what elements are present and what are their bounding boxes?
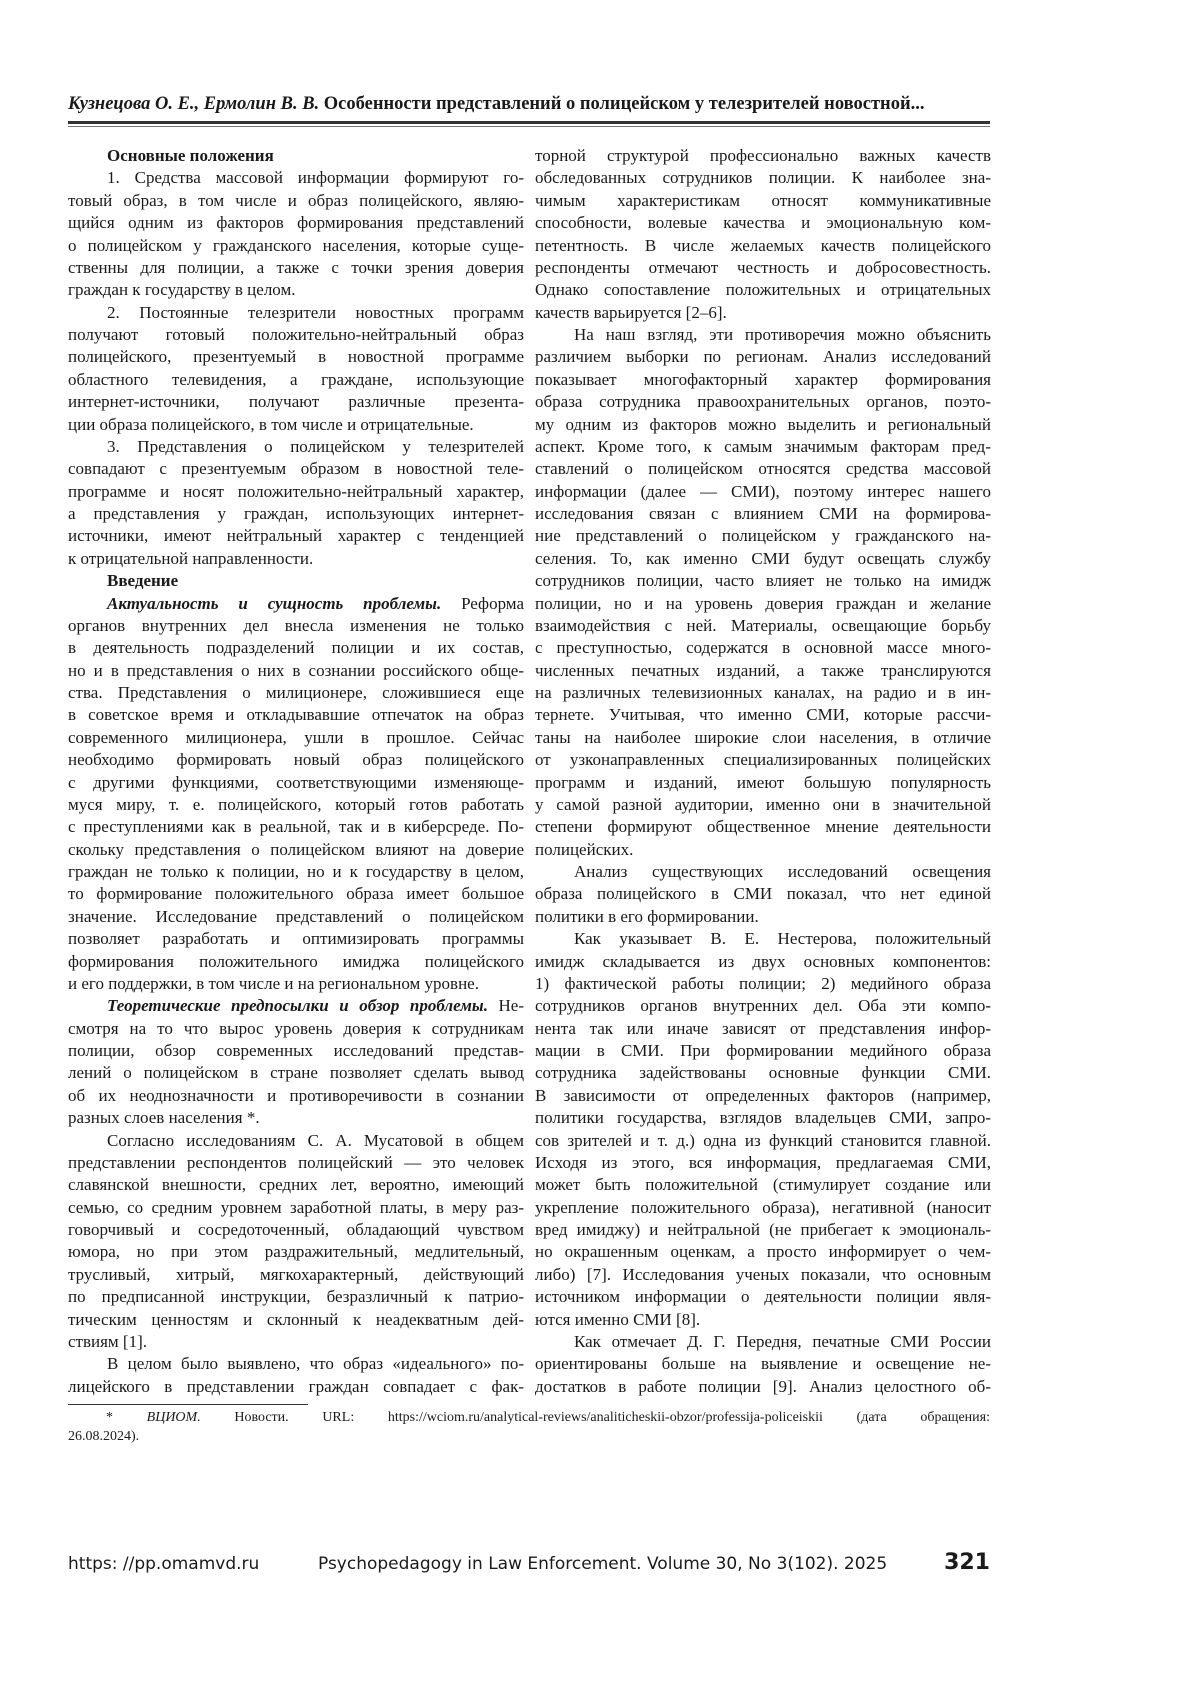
- text-line: [68, 1197, 524, 1219]
- line-text: аспект. Кроме того, к самым значимым факторам пред-: [535, 437, 991, 456]
- line-text: то формирование положительного образа имеет большое: [68, 884, 524, 903]
- line-text: обследованных сотрудников полиции. К наиболее зна-: [535, 168, 991, 187]
- text-line: [68, 257, 524, 279]
- text-line: [535, 548, 991, 570]
- line-text: взаимодействия с ней. Материалы, освещающие борьбу: [535, 616, 991, 635]
- text-line: [68, 1219, 524, 1241]
- header-authors: Кузнецова О. Е., Ермолин В. В.: [68, 94, 319, 114]
- text-line: [535, 1130, 991, 1152]
- text-line: [535, 995, 991, 1017]
- header-title: Особенности представлений о полицейском у телезрителей новостной...: [324, 94, 925, 114]
- left-column: [68, 145, 524, 1398]
- line-text: Однако сопоставление положительных и отрицательных: [535, 280, 991, 299]
- line-text: политики в его формировании.: [535, 907, 759, 926]
- line-text: Анализ существующих исследований освещения: [574, 862, 991, 881]
- line-text: респонденты отмечают честность и добросовестность.: [535, 258, 991, 277]
- page-footer: [68, 1550, 990, 1580]
- line-text: 1. Средства массовой информации формируют го-: [107, 168, 524, 187]
- subsection-heading: Актуальность и сущность проблемы.: [107, 594, 441, 613]
- footer-url[interactable]: https: //pp.omamvd.ru: [68, 1554, 259, 1574]
- text-line: [535, 458, 991, 480]
- line-text: способности, волевые качества и эмоциональную ком-: [535, 213, 991, 232]
- line-text: сотрудников полиции, часто влияет не только на имидж: [535, 571, 991, 590]
- line-text: 2. Постоянные телезрители новостных программ: [107, 303, 524, 322]
- line-text: степени формируют общественное мнение деятельности: [535, 817, 991, 836]
- text-line: [535, 1197, 991, 1219]
- text-line: [68, 1018, 524, 1040]
- line-text: таны на наиболее широкие слои населения, в отличие: [535, 728, 991, 747]
- text-line: [535, 615, 991, 637]
- text-line: [535, 1219, 991, 1241]
- line-text: В целом было выявлено, что образ «идеального» по-: [107, 1354, 524, 1373]
- line-text: товый образ, в том числе и образ полицейского, являю-: [68, 191, 524, 210]
- line-text: сотрудника задействованы основные функции СМИ.: [535, 1063, 991, 1082]
- text-line: [535, 973, 991, 995]
- text-line: [68, 951, 524, 973]
- text-line: [68, 928, 524, 950]
- line-text: 1) фактической работы полиции; 2) медийного образа: [535, 974, 991, 993]
- line-text: и его поддержки, в том числе и на региональном уровне.: [68, 974, 479, 993]
- text-line: [535, 391, 991, 413]
- text-line: [68, 235, 524, 257]
- text-line: [535, 861, 991, 883]
- line-text: лицейского в представлении граждан совпадает с фак-: [68, 1377, 524, 1396]
- text-line: [535, 704, 991, 726]
- text-line: [535, 906, 991, 928]
- header-rule: [68, 121, 990, 124]
- text-line: [68, 503, 524, 525]
- text-line: [68, 279, 524, 301]
- text-line: [68, 861, 524, 883]
- line-text: совпадают с презентуемым образом в новостной теле-: [68, 459, 524, 478]
- line-text: торной структурой профессионально важных качеств: [535, 146, 991, 165]
- text-line: [535, 593, 991, 615]
- line-text: Как указывает В. Е. Нестерова, положительный: [574, 929, 991, 948]
- line-text: граждан к государству в целом.: [68, 280, 296, 299]
- text-line: [535, 414, 991, 436]
- text-line: [68, 816, 524, 838]
- line-text: ции образа полицейского, в том числе и отрицательные.: [68, 415, 474, 434]
- text-line: [535, 1286, 991, 1308]
- line-text: о полицейском у гражданского населения, которые суще-: [68, 236, 524, 255]
- running-header: [68, 94, 990, 115]
- line-text: либо) [7]. Исследования ученых показали, что основным: [535, 1265, 991, 1284]
- text-line: [535, 212, 991, 234]
- text-line: [535, 235, 991, 257]
- text-line: [535, 1174, 991, 1196]
- text-line: [535, 1062, 991, 1084]
- line-text: сотрудников органов внутренних дел. Оба эти компо-: [535, 996, 991, 1015]
- text-line: [535, 436, 991, 458]
- text-line: [68, 525, 524, 547]
- line-text: формирования положительного имиджа полицейского: [68, 952, 524, 971]
- line-text: органов внутренних дел внесла изменения не только: [68, 616, 524, 635]
- text-line: [68, 481, 524, 503]
- text-line: [68, 1286, 524, 1308]
- footnote: [68, 1408, 990, 1446]
- text-line: [535, 1152, 991, 1174]
- text-line: [535, 324, 991, 346]
- text-line: [535, 816, 991, 838]
- line-text: вред имиджу) и нейтральной (не прибегает к эмоциональ-: [535, 1220, 991, 1239]
- line-text: программе и носят положительно-нейтральный характер,: [68, 482, 524, 501]
- line-text: исследования связан с влиянием СМИ на формирова-: [535, 504, 991, 523]
- line-text: источники, имеют нейтральный характер с тенденцией: [68, 526, 524, 545]
- line-text: от узконаправленных специализированных полицейских: [535, 750, 991, 769]
- line-text: нента так или иначе зависят от представления инфор-: [535, 1019, 991, 1038]
- line-text: смотря на то что вырос уровень доверия к сотрудникам: [68, 1019, 524, 1038]
- line-text: ориентированы больше на выявление и освещение не-: [535, 1354, 991, 1373]
- text-line: [68, 772, 524, 794]
- line-text: об их неоднозначности и противоречивости в сознании: [68, 1086, 524, 1105]
- text-line: [68, 660, 524, 682]
- line-text: лений о полицейском в стране позволяет сделать вывод: [68, 1063, 524, 1082]
- text-line: [68, 1309, 524, 1331]
- text-line: [535, 749, 991, 771]
- text-line: [535, 145, 991, 167]
- text-line: [68, 1331, 524, 1353]
- line-text: Реформа: [441, 594, 524, 613]
- text-line: [68, 1130, 524, 1152]
- line-text: современного милиционера, ушли в прошлое. Сейчас: [68, 728, 524, 747]
- text-line: [535, 660, 991, 682]
- footnote-text: Новости. URL: https://wciom.ru/analytical-reviews/analiticheskii-obzor/professija-policeiskii (дата обращения:: [201, 1410, 990, 1425]
- footnote-source: ВЦИОМ.: [147, 1410, 201, 1425]
- text-line: [535, 167, 991, 189]
- line-text: но окрашенным оценкам, а просто информирует о чем-: [535, 1242, 991, 1261]
- text-line: [535, 1264, 991, 1286]
- text-line: [535, 257, 991, 279]
- line-text: необходимо формировать новый образ полицейского: [68, 750, 524, 769]
- line-text: по предписанной инструкции, безразличный к патрио-: [68, 1287, 524, 1306]
- text-line: [535, 1018, 991, 1040]
- text-line: [68, 391, 524, 413]
- text-line: [68, 682, 524, 704]
- line-text: говорчивый и сосредоточенный, обладающий чувством: [68, 1220, 524, 1239]
- text-line: [68, 1152, 524, 1174]
- footnote-rule: [68, 1404, 308, 1405]
- line-text: юмора, но при этом раздражительный, медлительный,: [68, 1242, 524, 1261]
- text-line: [535, 637, 991, 659]
- text-line: [68, 973, 524, 995]
- line-text: политики государства, взглядов владельцев СМИ, запро-: [535, 1108, 991, 1127]
- text-line: [535, 503, 991, 525]
- line-text: Введение: [107, 571, 178, 590]
- line-text: селения. То, как именно СМИ будут освещать службу: [535, 549, 991, 568]
- text-line: [68, 212, 524, 234]
- text-line: [535, 727, 991, 749]
- text-line: [535, 1331, 991, 1353]
- line-text: к отрицательной направленности.: [68, 549, 313, 568]
- text-line: [68, 302, 524, 324]
- text-line: [68, 324, 524, 346]
- text-line: [68, 615, 524, 637]
- text-line: [68, 1264, 524, 1286]
- text-line: [535, 369, 991, 391]
- line-text: образа полицейского в СМИ показал, что нет единой: [535, 884, 991, 903]
- text-line: [535, 928, 991, 950]
- line-text: Как отмечает Д. Г. Передня, печатные СМИ России: [574, 1332, 991, 1351]
- line-text: полицейского, презентуемый в новостной программе: [68, 347, 524, 366]
- text-line: [68, 883, 524, 905]
- line-text: разных слоев населения *.: [68, 1108, 260, 1127]
- line-text: скольку представления о полицейском влияют на доверие: [68, 840, 524, 859]
- text-line: [68, 369, 524, 391]
- text-line: [68, 1107, 524, 1129]
- text-line: [68, 727, 524, 749]
- line-text: граждан не только к полиции, но и к государству в целом,: [68, 862, 524, 881]
- text-line: [535, 570, 991, 592]
- text-line: [535, 346, 991, 368]
- text-line: [535, 951, 991, 973]
- line-text: полиции, но и на уровень доверия граждан и желание: [535, 594, 991, 613]
- line-text: интернет-источники, получают различные презента-: [68, 392, 524, 411]
- text-line: [535, 1353, 991, 1375]
- text-line: [68, 906, 524, 928]
- line-text: В зависимости от определенных факторов (например,: [535, 1086, 991, 1105]
- line-text: На наш взгляд, эти противоречия можно объяснить: [574, 325, 991, 344]
- text-line: [535, 772, 991, 794]
- line-text: мации в СМИ. При формировании медийного образа: [535, 1041, 991, 1060]
- line-text: у самой разной аудитории, именно они в значительной: [535, 795, 991, 814]
- right-column: [535, 145, 991, 1398]
- text-line: [535, 682, 991, 704]
- text-line: [535, 839, 991, 861]
- line-text: может быть положительной (стимулирует создание или: [535, 1175, 991, 1194]
- line-text: тернете. Учитывая, что именно СМИ, которые рассчи-: [535, 705, 991, 724]
- section-heading: [68, 145, 524, 167]
- text-line: [535, 1376, 991, 1398]
- line-text: 3. Представления о полицейском у телезрителей: [107, 437, 524, 456]
- text-line: [68, 593, 524, 615]
- line-text: различием выборки по регионам. Анализ исследований: [535, 347, 991, 366]
- text-line: [68, 1241, 524, 1263]
- line-text: славянской внешности, средних лет, вероятно, имеющий: [68, 1175, 524, 1194]
- text-line: [68, 637, 524, 659]
- text-line: [68, 995, 524, 1017]
- page-number: 321: [944, 1550, 990, 1575]
- text-line: [535, 883, 991, 905]
- line-text: му одним из факторов можно выделить и региональный: [535, 415, 991, 434]
- text-line: [535, 481, 991, 503]
- text-line: [535, 1040, 991, 1062]
- text-line: [68, 1040, 524, 1062]
- line-text: на различных телевизионных каналах, на радио и в ин-: [535, 683, 991, 702]
- line-text: ственны для полиции, а также с точки зрения доверия: [68, 258, 524, 277]
- section-heading: [68, 570, 524, 592]
- text-line: [535, 279, 991, 301]
- text-line: [68, 436, 524, 458]
- line-text: щийся одним из факторов формирования представлений: [68, 213, 524, 232]
- text-line: [68, 1085, 524, 1107]
- line-text: тическим ценностям и склонный к неадекватным дей-: [68, 1310, 524, 1329]
- text-line: [68, 548, 524, 570]
- line-text: Не-: [488, 996, 524, 1015]
- line-text: позволяет разработать и оптимизировать программы: [68, 929, 524, 948]
- text-line: [68, 749, 524, 771]
- line-text: а представления у граждан, использующих интернет-: [68, 504, 524, 523]
- line-text: получают готовый положительно-нейтральный образ: [68, 325, 524, 344]
- line-text: ние представлений о полицейском у гражданского на-: [535, 526, 991, 545]
- line-text: ствиям [1].: [68, 1332, 147, 1351]
- line-text: с преступлениями как в реальной, так и в киберсреде. По-: [68, 817, 524, 836]
- line-text: сов зрителей и т. д.) одна из функций становится главной.: [535, 1131, 991, 1150]
- text-line: [68, 794, 524, 816]
- footnote-text-cont: 26.08.2024).: [68, 1427, 990, 1446]
- line-text: образа сотрудника правоохранительных органов, поэто-: [535, 392, 991, 411]
- line-text: ства. Представления о милиционере, сложившиеся еще: [68, 683, 524, 702]
- line-text: семью, со средним уровнем заработной платы, в меру раз-: [68, 1198, 524, 1217]
- line-text: численных печатных изданий, а также транслируются: [535, 661, 991, 680]
- line-text: ставлений о полицейском относятся средства массовой: [535, 459, 991, 478]
- line-text: достатков в работе полиции [9]. Анализ целостного об-: [535, 1377, 991, 1396]
- line-text: с преступностью, содержатся в основной массе много-: [535, 638, 991, 657]
- line-text: в деятельность подразделений полиции и их состав,: [68, 638, 524, 657]
- text-line: [535, 1309, 991, 1331]
- text-line: [535, 190, 991, 212]
- line-text: информации (далее — СМИ), поэтому интерес нашего: [535, 482, 991, 501]
- line-text: значение. Исследование представлений о полицейском: [68, 907, 524, 926]
- line-text: трусливый, хитрый, мягкохарактерный, действующий: [68, 1265, 524, 1284]
- line-text: полиции, обзор современных исследований представ-: [68, 1041, 524, 1060]
- header-rule-thin: [68, 126, 990, 127]
- text-line: [535, 794, 991, 816]
- text-line: [68, 704, 524, 726]
- text-line: [68, 1062, 524, 1084]
- line-text: укрепление положительного образа), негативной (наносит: [535, 1198, 991, 1217]
- text-line: [68, 414, 524, 436]
- line-text: источником информации о деятельности полиции явля-: [535, 1287, 991, 1306]
- text-line: [68, 1353, 524, 1375]
- line-text: муся миру, т. е. полицейского, который готов работать: [68, 795, 524, 814]
- text-line: [68, 458, 524, 480]
- footnote-marker: *: [106, 1410, 113, 1425]
- subsection-heading: Теоретические предпосылки и обзор проблемы.: [107, 996, 488, 1015]
- line-text: представлении респондентов полицейский — это человек: [68, 1153, 524, 1172]
- line-text: Основные положения: [107, 146, 274, 165]
- line-text: ются именно СМИ [8].: [535, 1310, 700, 1329]
- line-text: с другими функциями, соответствующими изменяюще-: [68, 773, 524, 792]
- text-line: [68, 167, 524, 189]
- line-text: но и в представления о них в сознании российского обще-: [68, 661, 524, 680]
- line-text: качеств варьируется [2–6].: [535, 303, 727, 322]
- line-text: Согласно исследованиям С. А. Мусатовой в общем: [107, 1131, 524, 1150]
- line-text: чимым характеристикам относят коммуникативные: [535, 191, 991, 210]
- text-line: [535, 1107, 991, 1129]
- text-line: [535, 1085, 991, 1107]
- line-text: Исходя из этого, вся информация, предлагаемая СМИ,: [535, 1153, 991, 1172]
- text-line: [535, 1241, 991, 1263]
- footer-journal: Psychopedagogy in Law Enforcement. Volume 30, No 3(102). 2025: [318, 1554, 887, 1574]
- line-text: полицейских.: [535, 840, 633, 859]
- line-text: в советское время и откладывавшие отпечаток на образ: [68, 705, 524, 724]
- text-line: [68, 1174, 524, 1196]
- text-line: [535, 302, 991, 324]
- line-text: программ и изданий, имеют большую популярность: [535, 773, 991, 792]
- line-text: петентность. В числе желаемых качеств полицейского: [535, 236, 991, 255]
- text-line: [68, 1376, 524, 1398]
- text-line: [68, 839, 524, 861]
- text-line: [68, 346, 524, 368]
- line-text: показывает многофакторный характер формирования: [535, 370, 991, 389]
- text-line: [68, 190, 524, 212]
- line-text: имидж складывается из двух основных компонентов:: [535, 952, 991, 971]
- text-line: [535, 525, 991, 547]
- line-text: областного телевидения, а граждане, использующие: [68, 370, 524, 389]
